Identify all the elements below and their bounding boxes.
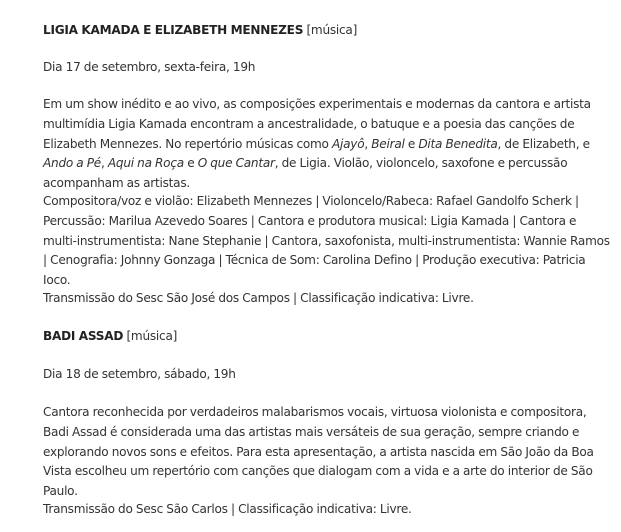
event-title-line — [43, 21, 357, 41]
description-text: , de Elizabeth, e — [497, 136, 590, 151]
event-title: BADI ASSAD — [43, 329, 124, 343]
song-title: O que Cantar — [197, 156, 275, 171]
song-title: Ando a Pé — [43, 156, 101, 171]
event-date: Dia 17 de setembro, sexta-feira, 19h — [43, 60, 256, 74]
event-description: Cantora reconhecida por verdadeiros malabarismos vocais, virtuosa violonista e compositora, Badi Assad é considerada uma das artistas mais versáteis de sua geração, sempre criando e explorando novos sons e efeitos. Para esta apresentação, a artista nascida em São João da Boa Vista escolheu um repertório com canções que dialogam com a vida e a arte do interior de São Paulo. — [43, 405, 594, 499]
description-text: , de Ligia. Violão, violoncelo, saxofone e percussão acompanham as artistas. — [43, 156, 568, 191]
event-category-tag: [música] — [126, 329, 178, 343]
song-title: Beiral — [371, 136, 405, 151]
description-text: e — [183, 156, 198, 171]
event-broadcast-info: Transmissão do Sesc São Carlos | Classificação indicativa: Livre. — [43, 502, 412, 516]
event-category-tag: [música] — [306, 23, 358, 37]
song-title: Dita Benedita — [418, 136, 498, 151]
event-credits: Compositora/voz e violão: Elizabeth Mennezes | Violoncelo/Rabeca: Rafael Gandolfo Scherk | Percussão: Marilua Azevedo Soares | Cantora e produtora musical: Ligia Kamada | Cantora e multi-instrumentista: Nane Stephanie | Cantora, saxofonista, multi-instrumentista: Wannie Ramos | Cenografia: Johnny Gonzaga | Técnica de Som: Carolina Defino | Produção executiva: Patricia Ioco. — [43, 194, 610, 288]
description-text: , — [364, 136, 372, 151]
event-title-line — [43, 327, 177, 347]
description-text: e — [404, 136, 419, 151]
event-date: Dia 18 de setembro, sábado, 19h — [43, 367, 236, 381]
song-title: Aqui na Roça — [107, 156, 184, 171]
event-broadcast-info: Transmissão do Sesc São José dos Campos | Classificação indicativa: Livre. — [43, 291, 474, 305]
song-title: Ajayô — [332, 136, 365, 151]
event-title: LIGIA KAMADA E ELIZABETH MENNEZES — [43, 23, 304, 37]
description-text: , — [101, 156, 108, 171]
description-text: Em um show inédito e ao vivo, as composições experimentais e modernas da cantora e artista multimídia Ligia Kamada encontram a ancestralidade, o batuque e a poesia das canções de Elizabeth Mennezes. No repertório músicas como — [43, 97, 591, 151]
event-description — [43, 95, 613, 194]
